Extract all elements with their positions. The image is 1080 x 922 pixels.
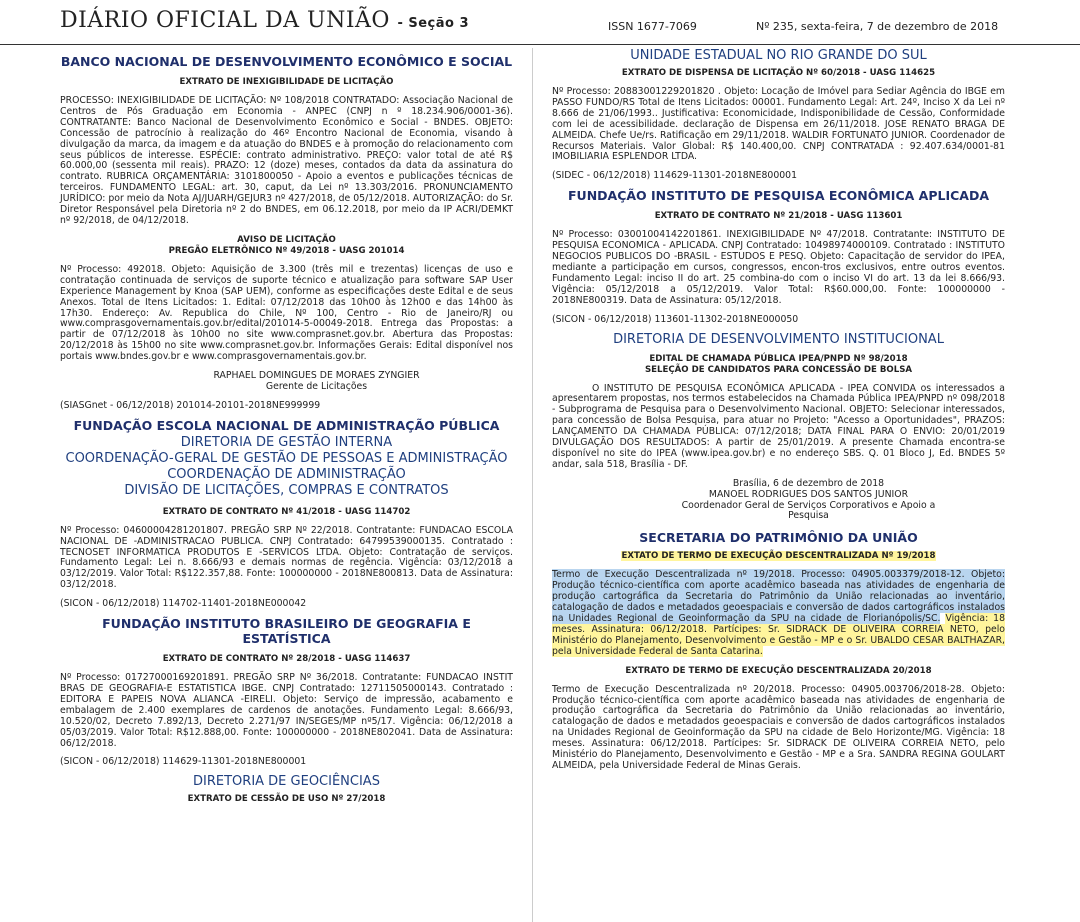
highlighted-text: Vigência: 18 meses. Assinatura: 06/12/2018. Partícipes: Sr. SIDRACK DE OLIVEIRA CORREIA NETO, pelo Ministério do Planejamento, Desenvolvimento e Gestão - MP e o Sr. UBALDO CESAR BALTHAZAR, pela Universidade Federal de Santa Catarina. <box>552 613 1005 657</box>
department-heading: UNIDADE ESTADUAL NO RIO GRANDE DO SUL <box>630 48 927 63</box>
department-heading: DIVISÃO DE LICITAÇÕES, COMPRAS E CONTRATOS <box>124 482 449 498</box>
section-subheading: AVISO DE LICITAÇÃO <box>237 234 336 245</box>
section-subheading: EXTRATO DE CONTRATO Nº 41/2018 - UASG 114702 <box>162 506 411 517</box>
signature-block <box>552 479 1005 523</box>
org-heading-enap: FUNDAÇÃO ESCOLA NACIONAL DE ADMINISTRAÇÃO PÚBLICA <box>73 417 500 433</box>
masthead <box>0 0 1080 45</box>
notice-body: Nº Processo: 03001004142201861. INEXIGIBILIDADE Nº 47/2018. Contratante: INSTITUTO DE PESQUISA ECONOMICA - APLICADA. CNPJ Contratado: 10498974000109. Contratado : INSTITUTO NEGOCIOS PUBLICOS DO -BRASIL - ESTUDOS E PESQ. Objeto: Capacitação de servidor do IPEA, mediante a participação em cursos, congressos, encon-tros exclusivos, entre outros eventos. Fundamento Legal: inciso II do art. 25 combina-do com o inciso VI do art. 13 da lei 8.666/93. Vigência: 05/12/2018 a 05/12/2019. Valor Total: R$60.000,00. Fonte: 100000000 - 2018NE800319. Data de Assinatura: 05/12/2018. <box>552 229 1005 306</box>
section-label: - Seção 3 <box>397 16 470 31</box>
section-subheading: PREGÃO ELETRÔNICO Nº 49/2018 - UASG 201014 <box>168 245 405 256</box>
signature-place-date: Brasília, 6 de dezembro de 2018 <box>732 477 885 489</box>
reference-line: (SICON - 06/12/2018) 114702-11401-2018NE000042 <box>60 598 307 610</box>
notice-body: Nº Processo: 20883001229201820 . Objeto: Locação de Imóvel para Sediar Agência do IBGE em PASSO FUNDO/RS Total de Itens Licitados: 00001. Fundamento Legal: Art. 24º, Inciso X da Lei nº 8.666 de 21/06/1993.. Justificativa: Economicidade, Indisponibilidade de Cessão, Conformidade com lei de acessibilidade. declaração de Dispensa em 26/11/2018. JOSE RENATO BRAGA DE ALMEIDA. Chefe Ue/rs. Ratificação em 29/11/2018. WALDIR FORTUNATO JUNIOR. Coordenador de Recursos Materiais. Valor Global: R$ 140.400,00. CNPJ CONTRATADA : 92.407.634/0001-81 IMOBILIARIA ESPLENDOR LTDA. <box>552 86 1005 163</box>
notice-body: Nº Processo: 01727000169201891. PREGÃO SRP Nº 36/2018. Contratante: FUNDACAO INSTIT BRAS DE GEOGRAFIA-E ESTATISTICA IBGE. CNPJ Contratado: 12711505000143. Contratado : EDITORA E PAPEIS NOVA ALIANCA -EIRELI. Objeto: Serviço de impressão, acabamento e embalagem de 2.400 exemplares de cardenos de anotações. Fundamento Legal: 8.666/93, 10.520/02, Decreto 7.892/13, Decreto 2.271/97 IN/SEGES/MP nº5/17. Vigência: 06/12/2018 a 05/03/2019. Valor Total: R$12.888,00. Fonte: 100000000 - 2018NE802041. Data de Assinatura: 06/12/2018. <box>60 672 513 749</box>
left-column <box>60 48 513 817</box>
department-heading: DIRETORIA DE DESENVOLVIMENTO INSTITUCIONAL <box>613 331 944 347</box>
signer-name: RAPHAEL DOMINGUES DE MORAES ZYNGIER <box>213 370 420 382</box>
selected-text: Termo de Execução Descentralizada nº 19/2018. Processo: 04905.003379/2018-12. Objeto: Produção técnico-científica com aporte acadêmico baseada nas atividades de engenharia de produção cartográfica da Secretaria do Patrimônio da União relacionadas ao inventário, catalogação de dados e metadados geoespaciais e conversão de dados cartográficos instalados na Unidades Regional de Geoinformação da SPU na cidade de Florianópolis/SC. <box>552 569 1005 624</box>
section-subheading: EXTRATO DE CONTRATO Nº 28/2018 - UASG 114637 <box>162 654 411 665</box>
section-subheading: EXTRATO DE DISPENSA DE LICITAÇÃO Nº 60/2018 - UASG 114625 <box>621 68 936 78</box>
reference-line: (SIASGnet - 06/12/2018) 201014-20101-2018NE999999 <box>60 399 321 411</box>
highlighted-text: EXTATO DE TERMO DE EXECUÇÃO DESCENTRALIZADA Nº 19/2018 <box>621 551 936 562</box>
right-column <box>552 48 1005 780</box>
signer-role: Pesquisa <box>788 510 829 522</box>
reference-line: (SICON - 06/12/2018) 113601-11302-2018NE000050 <box>552 313 799 325</box>
signer-name: MANOEL RODRIGUES DOS SANTOS JUNIOR <box>708 488 909 500</box>
signature-block <box>60 371 513 393</box>
reference-line: (SICON - 06/12/2018) 114629-11301-2018NE800001 <box>60 756 307 768</box>
department-heading: COORDENAÇÃO DE ADMINISTRAÇÃO <box>167 466 406 482</box>
section-subheading: EXTRATO DE CESSÃO DE USO Nº 27/2018 <box>187 794 386 805</box>
org-heading-bndes: BANCO NACIONAL DE DESENVOLVIMENTO ECONÔMICO E SOCIAL <box>60 54 513 69</box>
newspaper-title <box>60 8 469 33</box>
section-subheading: EXTRATO DE INEXIGIBILIDADE DE LICITAÇÃO <box>179 77 394 87</box>
section-subheading: EDITAL DE CHAMADA PÚBLICA IPEA/PNPD Nº 98/2018 <box>649 353 908 364</box>
section-subheading-highlighted <box>552 551 1005 562</box>
signer-role: Gerente de Licitações <box>265 380 368 392</box>
notice-body: Termo de Execução Descentralizada nº 20/2018. Processo: 04905.003706/2018-28. Objeto: Produção técnico-científica com aporte acadêmico baseada nas atividades de engenharia de produção cartográfica da Secretaria do Patrimônio da União relacionadas ao inventário, catalogação de dados e metadados geoespaciais e conversão de dados cartográficos instalados na Unidades Regional de Geoinformação da SPU na cidade de Belo Horizonte/MG. Vigência: 18 meses. Assinatura: 06/12/2018. Partícipes: Sr. SIDRACK DE OLIVEIRA CORREIA NETO, pelo Ministério do Planejamento, Desenvolvimento e Gestão - MP e a Sra. SANDRA REGINA GOULART ALMEIDA, pela Universidade Federal de Minas Gerais. <box>552 683 1005 771</box>
department-heading: DIRETORIA DE GEOCIÊNCIAS <box>193 774 380 790</box>
issue-date: Nº 235, sexta-feira, 7 de dezembro de 2018 <box>756 20 999 33</box>
department-heading: COORDENAÇÃO-GERAL DE GESTÃO DE PESSOAS E ADMINISTRAÇÃO <box>65 450 508 466</box>
department-heading: DIRETORIA DE GESTÃO INTERNA <box>180 434 393 450</box>
org-heading-ibge: FUNDAÇÃO INSTITUTO BRASILEIRO DE GEOGRAFIA E ESTATÍSTICA <box>102 616 471 647</box>
newspaper-name: DIÁRIO OFICIAL DA UNIÃO <box>60 8 390 33</box>
org-heading-spu: SECRETARIA DO PATRIMÔNIO DA UNIÃO <box>639 530 918 546</box>
notice-body: Nº Processo: 492018. Objeto: Aquisição de 3.300 (três mil e trezentas) licenças de uso e contratação continuada de serviços de suporte técnico e atualização para software SAP User Experience Management by Knoa (SAP UEM), conforme as especificações deste Edital e de seus Anexos. Total de Itens Licitados: 1. Edital: 07/12/2018 das 10h00 às 12h00 e das 14h00 às 17h30. Endereço: Av. Republica do Chile, Nº 100, Centro - Rio de Janeiro/RJ ou www.comprasgovernamentais.gov.br/edital/201014-5-00049-2018. Entrega das Propostas: a partir de 07/12/2018 às 10h00 no site www.comprasnet.gov.br. Abertura das Propostas: 20/12/2018 às 15h00 no site www.comprasnet.gov.br. Informações Gerais: Edital disponível nos portais www.bndes.gov.br e www.comprasgovernamentais.gov.br. <box>60 263 513 363</box>
notice-body-highlighted <box>552 570 1005 657</box>
signer-role: Coordenador Geral de Serviços Corporativos e Apoio a <box>681 499 936 511</box>
reference-line: (SIDEC - 06/12/2018) 114629-11301-2018NE800001 <box>552 170 797 182</box>
org-heading-ipea: FUNDAÇÃO INSTITUTO DE PESQUISA ECONÔMICA APLICADA <box>568 188 989 204</box>
section-subheading: EXTRATO DE CONTRATO Nº 21/2018 - UASG 113601 <box>654 211 903 222</box>
notice-body: O INSTITUTO DE PESQUISA ECONÔMICA APLICADA - IPEA CONVIDA os interessados a apresentarem propostas, nos termos estabelecidos na Chamada Pública IPEA/PNPD nº 098/2018 - Subprograma de Pesquisa para o Desenvolvimento Nacional. OBJETO: Selecionar interessados, para concessão de Bolsa Pesquisa, para atuar no Projeto: "Acesso a Oportunidades", PRAZOS: LANÇAMENTO DA CHAMADA PÚBLICA: 07/12/2018; DATA FINAL PARA O ENVIO: 20/01/2019 DIVULGAÇÃO DOS RESULTADOS: A partir de 25/01/2019. A presente Chamada encontra-se disponível no site do IPEA (www.ipea.gov.br) e no endereço SBS. Q. 01 Bloco J, Ed. BNDES 5º andar, sala 518, Brasília - DF. <box>552 382 1005 470</box>
section-subheading: EXTRATO DE TERMO DE EXECUÇÃO DESCENTRALIZADA 20/2018 <box>625 665 932 676</box>
issn: ISSN 1677-7069 <box>608 20 697 33</box>
column-divider <box>532 48 533 922</box>
section-subheading: SELEÇÃO DE CANDIDATOS PARA CONCESSÃO DE BOLSA <box>644 364 913 375</box>
notice-body: PROCESSO: INEXIGIBILIDADE DE LICITAÇÃO: Nº 108/2018 CONTRATADO: Associação Nacional de Centros de Pós Graduação em Economia - ANPEC (CNPJ n º 18.234.906/0001-36). CONTRATANTE: Banco Nacional de Desenvolvimento Econômico e Social - BNDES. OBJETO: Concessão de patrocínio à realização do 46º Encontro Nacional de Economia, visando à divulgação da marca, da imagem e da atuação do BNDES e à promoção do relacionamento com seus públicos de interesse. ESPÉCIE: contrato administrativo. PREÇO: valor total de até R$ 60.000,00 (sessenta mil reais). PRAZO: 12 (doze) meses, contados da data da assinatura do contrato. RUBRICA ORÇAMENTÁRIA: 3101800050 - Apoio a eventos e publicações técnicas de terceiros. FUNDAMENTO LEGAL: art. 30, caput, da Lei nº 13.303/2016. PRONUNCIAMENTO JURÍDICO: por meio da Nota AJ/JUARH/GEJUR3 nº 427/2018, de 05/12/2018. AUTORIZAÇÃO: do Sr. Diretor Responsável pela Diretoria nº 2 do BNDES, em 06.12.2018, por meio da IP ACRI/DEMKT nº 92/2018, de 04/12/2018. <box>60 95 513 226</box>
notice-body: Nº Processo: 04600004281201807. PREGÃO SRP Nº 22/2018. Contratante: FUNDACAO ESCOLA NACIONAL DE -ADMINISTRACAO PUBLICA. CNPJ Contratado: 64799539000135. Contratado : TECNOSET INFORMATICA PRODUTOS E -SERVICOS LTDA. Objeto: Contratação de serviços. Fundamento Legal: Lei n. 8.666/93 e demais normas de regência. Vigência: 03/12/2018 a 03/12/2019. Valor Total: R$122.357,88. Fonte: 100000000 - 2018NE800813. Data de Assinatura: 03/12/2018. <box>60 524 513 591</box>
